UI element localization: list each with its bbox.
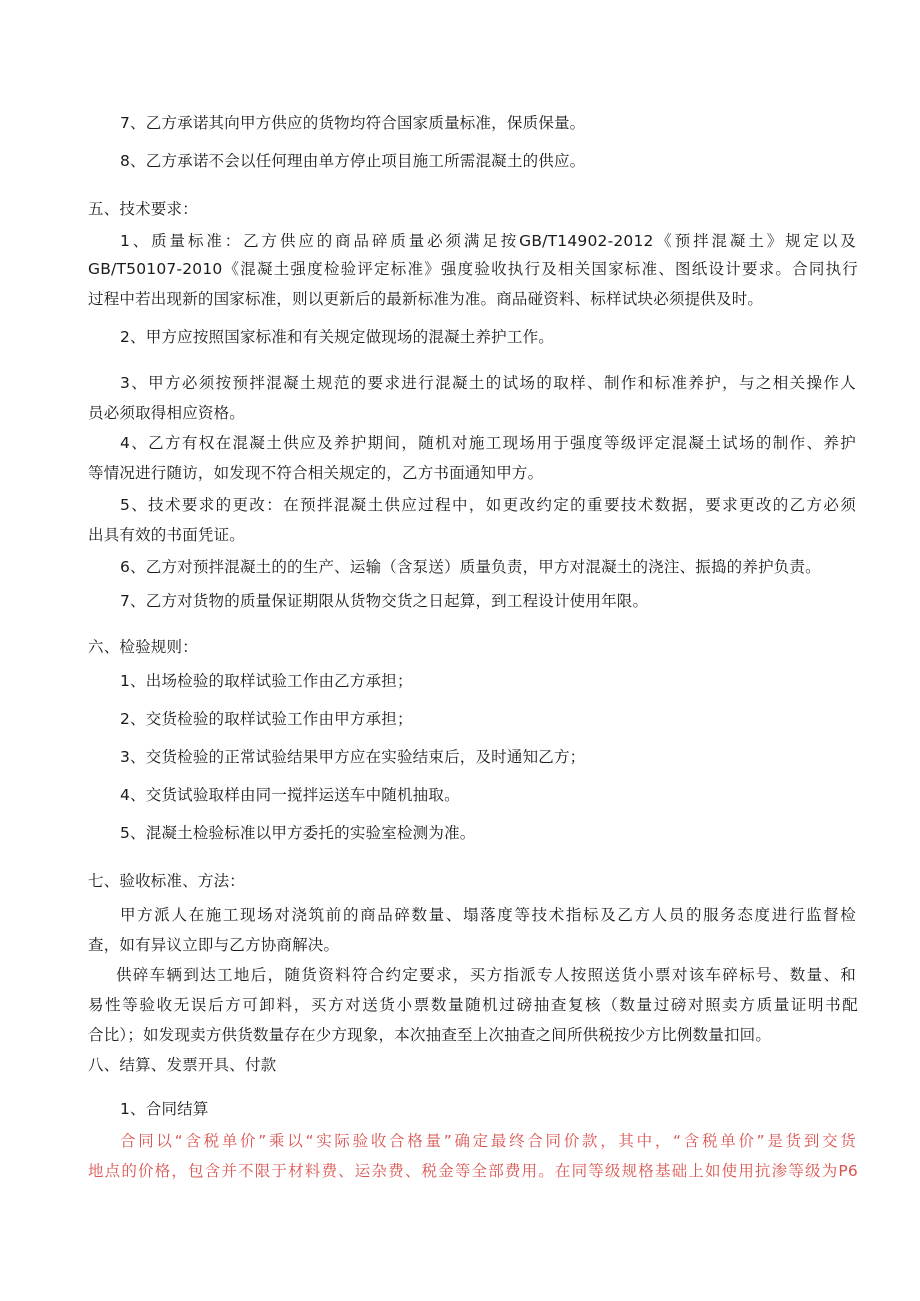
sec4-item8: 8、乙方承诺不会以任何理由单方停止项目施工所需混凝土的供应。 [120, 152, 586, 170]
sec6-item3: 3、交货检验的正常试验结果甲方应在实验结束后，及时通知乙方； [120, 748, 586, 766]
sec5-heading: 五、技术要求： [88, 200, 198, 218]
sec5-item2: 2、甲方应按照国家标准和有关规定做现场的混凝土养护工作。 [120, 328, 554, 346]
sec5-item5-line1: 5、技术要求的更改：在预拌混凝土供应过程中，如更改约定的重要技术数据，要求更改的乙方必须 [120, 496, 856, 514]
sec7-para1-line1: 甲方派人在施工现场对浇筑前的商品碎数量、塌落度等技术指标及乙方人员的服务态度进行监督检 [120, 906, 856, 924]
sec5-item7: 7、乙方对货物的质量保证期限从货物交货之日起算，到工程设计使用年限。 [120, 592, 649, 610]
sec5-item1-line1: 1、质量标准：乙方供应的商品碎质量必须满足按GB/T14902-2012《预拌混凝土》规定以及 [120, 232, 856, 250]
sec5-item4-line2: 等情况进行随访，如发现不符合相关规定的，乙方书面通知甲方。 [88, 464, 544, 482]
sec5-item5-line2: 出具有效的书面凭证。 [88, 526, 246, 544]
sec4-item7: 7、乙方承诺其向甲方供应的货物均符合国家质量标准，保质保量。 [120, 114, 586, 132]
sec8-para-line1: 合同以“含税单价”乘以“实际验收合格量”确定最终合同价款，其中，“含税单价”是货到交货 [120, 1132, 856, 1150]
sec5-item1-line2: GB/T50107-2010《混凝土强度检验评定标准》强度验收执行及相关国家标准、图纸设计要求。合同执行 [88, 260, 858, 278]
sec8-para-line2: 地点的价格，包含并不限于材料费、运杂费、税金等全部费用。在同等级规格基础上如使用抗渗等级为P6 [88, 1162, 858, 1180]
sec7-para2-line3: 合比）；如发现卖方供货数量存在少方现象，本次抽查至上次抽查之间所供税按少方比例数量扣回。 [88, 1026, 772, 1044]
sec8-heading: 八、结算、发票开具、付款 [88, 1056, 277, 1074]
sec6-item4: 4、交货试验取样由同一搅拌运送车中随机抽取。 [120, 786, 460, 804]
sec8-item1: 1、合同结算 [120, 1100, 209, 1118]
sec5-item6: 6、乙方对预拌混凝土的的生产、运输（含泵送）质量负责，甲方对混凝土的浇注、振捣的养护负责。 [120, 558, 821, 576]
sec7-heading: 七、验收标准、方法： [88, 872, 246, 890]
sec7-para2-line1: 供碎车辆到达工地后，随货资料符合约定要求，买方指派专人按照送货小票对该车碎标号、数量、和 [116, 966, 856, 984]
sec6-item5: 5、混凝土检验标准以甲方委托的实验室检测为准。 [120, 824, 476, 842]
sec7-para1-line2: 查，如有异议立即与乙方协商解决。 [88, 936, 340, 954]
sec7-para2-line2: 易性等验收无误后方可卸料，买方对送货小票数量随机过磅抽查复核（数量过磅对照卖方质量证明书配 [88, 996, 858, 1014]
sec6-item2: 2、交货检验的取样试验工作由甲方承担； [120, 710, 413, 728]
sec6-item1: 1、出场检验的取样试验工作由乙方承担； [120, 672, 413, 690]
sec6-heading: 六、检验规则： [88, 638, 198, 656]
sec5-item4-line1: 4、乙方有权在混凝土供应及养护期间，随机对施工现场用于强度等级评定混凝土试场的制作、养护 [120, 434, 856, 452]
sec5-item3-line2: 员必须取得相应资格。 [88, 404, 246, 422]
sec5-item3-line1: 3、甲方必须按预拌混凝土规范的要求进行混凝土的试场的取样、制作和标准养护，与之相关操作人 [120, 374, 856, 392]
sec5-item1-line3: 过程中若出现新的国家标准，则以更新后的最新标准为准。商品碰资料、标样试块必须提供及时。 [88, 290, 764, 308]
